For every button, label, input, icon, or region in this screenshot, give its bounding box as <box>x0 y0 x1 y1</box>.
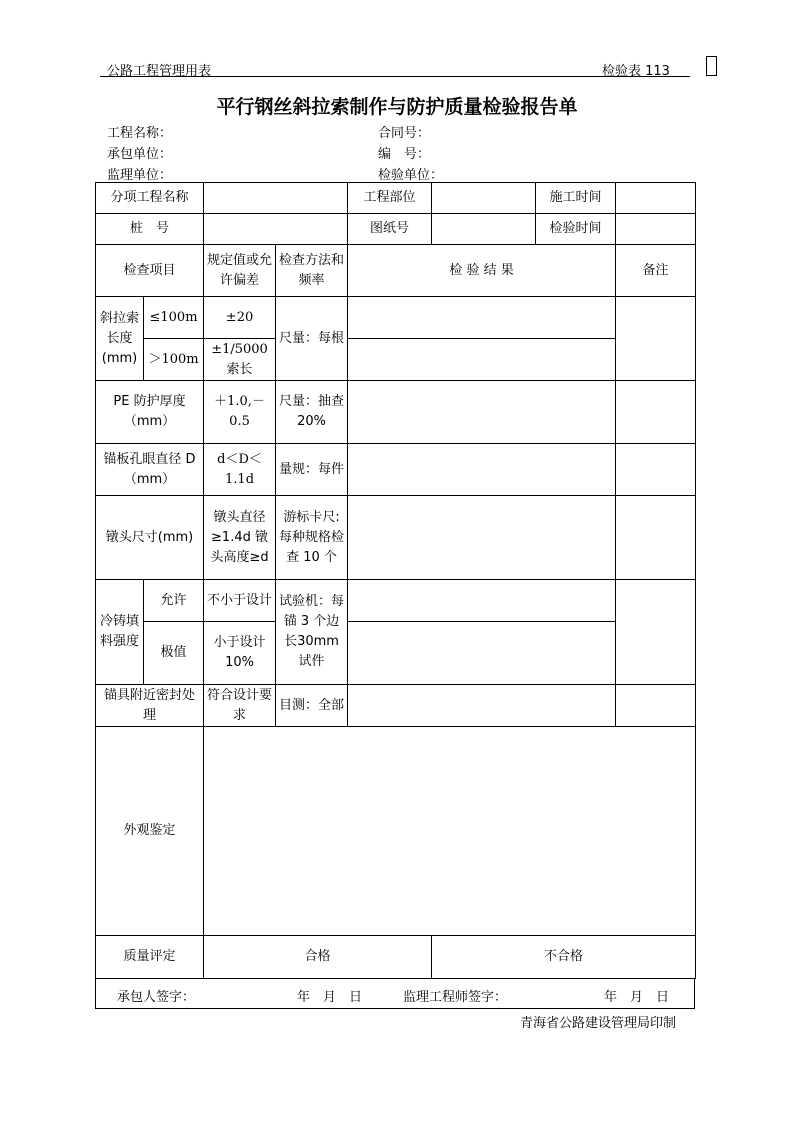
number-label: 编 号： <box>378 147 431 162</box>
upset-remark[interactable] <box>616 496 696 580</box>
upset-method: 游标卡尺:每种规格检查 10 个 <box>276 496 348 580</box>
seal-label: 锚具附近密封处理 <box>96 685 204 727</box>
quality-pass[interactable]: 合格 <box>204 936 432 979</box>
col-header-spec: 规定值或允许偏差 <box>204 245 276 297</box>
sub-project-value[interactable] <box>204 183 348 214</box>
inspection-time-value[interactable] <box>616 214 696 245</box>
drawing-no-value[interactable] <box>432 214 536 245</box>
project-name-label: 工程名称： <box>107 126 173 141</box>
sub-project-label: 分项工程名称 <box>96 183 204 214</box>
col-header-method: 检查方法和频率 <box>276 245 348 297</box>
station-value[interactable] <box>204 214 348 245</box>
page-marker-box <box>706 56 717 76</box>
pe-method: 尺量：抽查 20% <box>276 381 348 444</box>
upset-spec: 镦头直径≥1.4d 镦头高度≥d <box>204 496 276 580</box>
location-value[interactable] <box>432 183 536 214</box>
filler-label: 冷铸填料强度 <box>96 580 144 685</box>
page-title: 平行钢丝斜拉索制作与防护质量检验报告单 <box>216 96 578 118</box>
upset-result[interactable] <box>348 496 616 580</box>
seal-result[interactable] <box>348 685 616 727</box>
contract-no-label: 合同号： <box>378 126 431 141</box>
contractor-label: 承包单位： <box>107 147 173 162</box>
pe-result[interactable] <box>348 381 616 444</box>
col-header-item: 检查项目 <box>96 245 204 297</box>
cable-length-sub2-spec: ±1/5000索长 <box>204 339 276 381</box>
contractor-signature-date[interactable]: 年 月 日 <box>297 990 363 1005</box>
contractor-signature-label: 承包人签字： <box>117 990 196 1005</box>
filler-method: 试验机：每锚 3 个边 长30mm 试件 <box>276 580 348 685</box>
filler-remark[interactable] <box>616 580 696 685</box>
anchor-hole-label: 锚板孔眼直径 D（mm） <box>96 444 204 496</box>
col-header-result: 检 验 结 果 <box>348 245 616 297</box>
anchor-hole-result[interactable] <box>348 444 616 496</box>
inspection-unit-label: 检验单位： <box>378 168 444 183</box>
cable-length-sub2: ＞100m <box>144 339 204 381</box>
engineer-signature-date[interactable]: 年 月 日 <box>604 990 670 1005</box>
filler-sub2-spec: 小于设计10% <box>204 622 276 685</box>
filler-sub1-spec: 不小于设计 <box>204 580 276 622</box>
seal-method: 目测：全部 <box>276 685 348 727</box>
pe-label: PE 防护厚度（mm） <box>96 381 204 444</box>
cable-length-sub2-result[interactable] <box>348 339 616 381</box>
col-header-remark: 备注 <box>616 245 696 297</box>
anchor-hole-method: 量规：每件 <box>276 444 348 496</box>
engineer-signature-label: 监理工程师签字： <box>403 990 508 1005</box>
cable-length-sub1: ≤100m <box>144 297 204 339</box>
cable-length-method: 尺量：每根 <box>276 297 348 381</box>
seal-remark[interactable] <box>616 685 696 727</box>
construction-time-value[interactable] <box>616 183 696 214</box>
filler-sub1: 允许 <box>144 580 204 622</box>
header-form-number: 检验表 113 <box>602 64 670 79</box>
construction-time-label: 施工时间 <box>536 183 616 214</box>
pe-spec: ＋1.0,－0.5 <box>204 381 276 444</box>
printer-credit: 青海省公路建设管理局印制 <box>520 1016 677 1031</box>
drawing-no-label: 图纸号 <box>348 214 432 245</box>
quality-fail[interactable]: 不合格 <box>432 936 696 979</box>
filler-sub1-result[interactable] <box>348 580 616 622</box>
cable-length-sub1-spec: ±20 <box>204 297 276 339</box>
appearance-value[interactable] <box>204 727 696 936</box>
cable-length-sub1-result[interactable] <box>348 297 616 339</box>
header-form-category: 公路工程管理用表 <box>107 64 212 79</box>
pe-remark[interactable] <box>616 381 696 444</box>
inspection-table <box>95 182 696 979</box>
station-label: 桩 号 <box>96 214 204 245</box>
cable-length-label: 斜拉索长度(mm) <box>96 297 144 381</box>
quality-label: 质量评定 <box>96 936 204 979</box>
upset-label: 镦头尺寸(mm) <box>96 496 204 580</box>
supervisor-label: 监理单位： <box>107 168 173 183</box>
inspection-time-label: 检验时间 <box>536 214 616 245</box>
cable-length-remark[interactable] <box>616 297 696 381</box>
filler-sub2: 极值 <box>144 622 204 685</box>
anchor-hole-remark[interactable] <box>616 444 696 496</box>
header-divider <box>100 76 690 77</box>
filler-sub2-result[interactable] <box>348 622 616 685</box>
appearance-label: 外观鉴定 <box>96 727 204 936</box>
seal-spec: 符合设计要求 <box>204 685 276 727</box>
anchor-hole-spec: d＜D＜1.1d <box>204 444 276 496</box>
location-label: 工程部位 <box>348 183 432 214</box>
